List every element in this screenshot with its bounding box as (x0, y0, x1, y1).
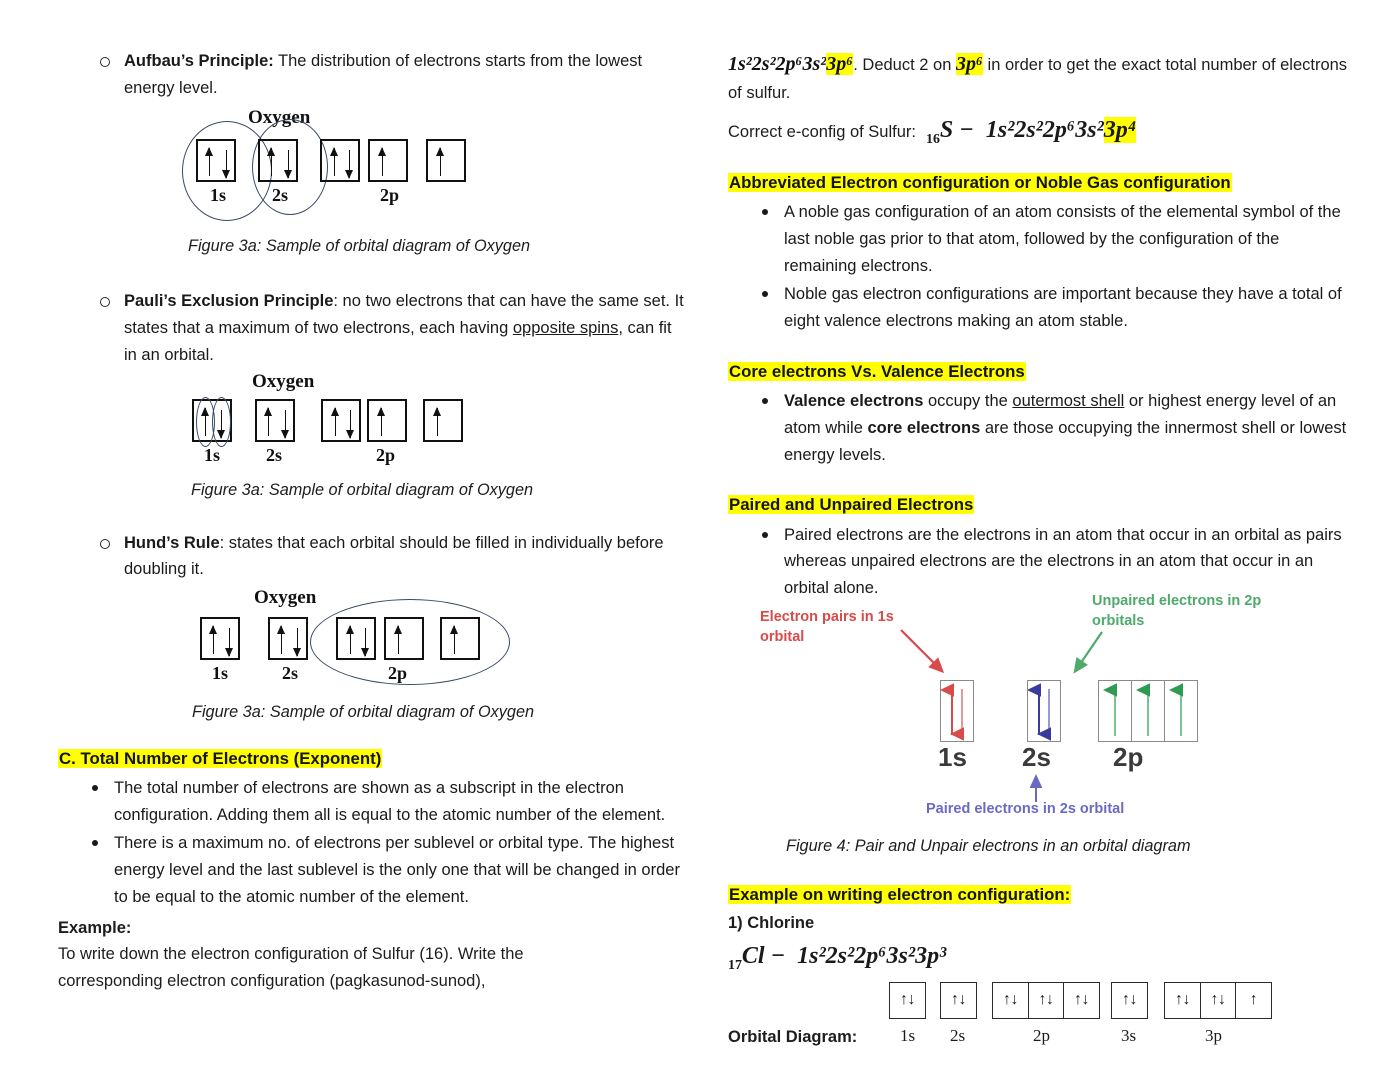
figure-caption-aufbau: Figure 3a: Sample of orbital diagram of Oxygen (188, 237, 531, 256)
annotation-arrow-red (895, 624, 965, 682)
annotation-arrow-green (1066, 628, 1118, 684)
chlorine-label-3p: 3p (1205, 1025, 1222, 1045)
paired-unpaired-bullet: Paired electrons are the electrons in an atom that occur in an orbital as pairs whereas unpaired electrons are the electrons in an atom that occur in an orbital alone. (728, 522, 1353, 603)
chlorine-label-1s: 1s (900, 1025, 916, 1045)
core-valence-text-2: or highest energy level of an atom while (784, 391, 1337, 437)
chlorine-cell-2p-3: ↑↓ (1063, 982, 1100, 1019)
figure4-box-2p-3 (1164, 680, 1198, 742)
chlorine-group-3p (1164, 982, 1272, 1019)
principle-list-aufbau (58, 48, 688, 101)
sublevel-label-2p: 2p (380, 185, 400, 206)
figure-title-oxygen-pauli: Oxygen (252, 370, 315, 392)
figure4-arrows-2s (1028, 681, 1062, 743)
hund-term: Hund’s Rule (124, 533, 220, 552)
orbital-box-2p-3 (426, 139, 466, 182)
sulfur-correct-config-highlight: 3p⁴ (1103, 117, 1137, 144)
orbital-boxes-row (196, 139, 466, 182)
orbital-box-2p-1 (321, 399, 361, 442)
sublevel-label-2s: 2s (272, 185, 289, 206)
chlorine-orbital-diagram (728, 982, 1353, 1058)
section-c-bullet-1: The total number of electrons are shown as a subscript in the electron configuration. Adding them all is equal to the atomic number of the element. (58, 775, 688, 829)
orbital-box-2p-3 (423, 399, 463, 442)
aufbau-term: Aufbau’s Principle: (124, 52, 274, 70)
sublevel-label-2s: 2s (282, 663, 299, 684)
sulfur-sentence-highlight: 3p⁶ (955, 53, 983, 75)
figure4-arrow-2p-2 (1132, 681, 1166, 743)
example-text: To write down the electron configuration of Sulfur (16). Write the corresponding electron configuration (pagkasunod-sunod), (58, 945, 524, 991)
orbital-box-2p-2 (384, 617, 424, 660)
figure4-box-2p-2 (1131, 680, 1165, 742)
orbital-boxes-row-pauli (192, 399, 463, 442)
orbital-diagram-hund (58, 589, 688, 701)
figure4-box-2p-1 (1098, 680, 1132, 742)
sulfur-correct-line (728, 117, 1353, 148)
orbital-box-2s (268, 617, 308, 660)
section-c-heading: C. Total Number of Electrons (Exponent) (59, 749, 382, 769)
chlorine-atomic-number: 17 (728, 957, 742, 973)
orbital-diagram-label: Orbital Diagram: (728, 1027, 858, 1046)
sulfur-correct-equation (926, 117, 1136, 148)
sulfur-correct-config: 1s²2s²2p⁶3s² (985, 117, 1104, 144)
example-config-item: 1) Chlorine (728, 914, 815, 933)
orbital-box-2p-2 (367, 399, 407, 442)
chlorine-label-2p: 2p (1033, 1025, 1050, 1045)
chlorine-cell-3p-3: ↑ (1235, 982, 1272, 1019)
chlorine-group-3s (1111, 982, 1148, 1019)
sublevel-label-2p: 2p (376, 444, 396, 465)
pauli-underlined: opposite spins (512, 319, 619, 338)
annotation-unpaired-2p: Unpaired electrons in 2p orbitals (1092, 593, 1262, 629)
figure-title-oxygen: Oxygen (248, 107, 311, 129)
orbital-box-2p-3 (440, 617, 480, 660)
sulfur-config-highlight: 3p⁶ (826, 53, 854, 75)
orbital-box-2p-1 (336, 617, 376, 660)
pauli-text-a: : no two electrons that can have the same set. It states that a maximum of two electrons, each having (124, 292, 684, 338)
sulfur-config-prefix: 1s²2s²2p⁶3s² (728, 53, 827, 75)
paired-unpaired-heading-wrap (728, 492, 1353, 517)
orbital-box-2s (255, 399, 295, 442)
core-electrons-bold: core electrons (867, 418, 981, 437)
figure-caption-hund: Figure 3a: Sample of orbital diagram of Oxygen (192, 703, 535, 722)
core-valence-heading: Core electrons Vs. Valence Electrons (729, 361, 1025, 381)
orbital-box-1s (196, 139, 236, 182)
figure4-box-2s (1027, 680, 1061, 742)
chlorine-symbol: Cl − (741, 943, 786, 970)
orbital-box-2p-2 (368, 139, 408, 182)
principle-list-hund (58, 530, 688, 583)
orbital-diagram-aufbau (58, 107, 688, 233)
abbreviated-bullets (728, 199, 1353, 334)
sublevel-label-1s: 1s (204, 444, 221, 465)
sublevel-label-1s: 1s (212, 663, 229, 684)
orbital-box-1s (192, 399, 232, 442)
example-config-heading: Example on writing electron configuration: (729, 885, 1071, 905)
core-valence-text-3: are those occupying the innermost shell or lowest energy levels. (784, 418, 1347, 464)
section-c-bullet-2: There is a maximum no. of electrons per sublevel or orbital type. The highest energy level and the last sublevel is the only one that will be changed in order to be equal to the atomic number of the element. (58, 830, 688, 911)
sublevel-label-2p: 2p (388, 663, 408, 684)
chlorine-cell-3p-1: ↑↓ (1164, 982, 1201, 1019)
figure4-box-1s (940, 680, 974, 742)
pauli-term: Pauli’s Exclusion Principle (124, 292, 334, 311)
chlorine-equation (728, 943, 1353, 974)
chlorine-cell-2p-1: ↑↓ (992, 982, 1029, 1019)
example-config-heading-wrap (728, 882, 1353, 907)
abbreviated-heading-wrap (728, 170, 1353, 195)
chlorine-label-2s: 2s (950, 1025, 966, 1045)
principle-item-pauli (58, 288, 688, 368)
figure4-label-2s: 2s (1022, 742, 1051, 773)
core-valence-bullets (728, 388, 1353, 469)
abbreviated-bullet-2: Noble gas electron configurations are important because they have a total of eight valence electrons making an atom stable. (728, 281, 1353, 335)
orbital-diagram-pauli (58, 370, 688, 479)
chlorine-cell-2s-1: ↑↓ (940, 982, 977, 1019)
outermost-shell-underlined: outermost shell (1012, 391, 1125, 410)
figure4-caption: Figure 4: Pair and Unpair electrons in an orbital diagram (786, 837, 1191, 856)
annotation-electron-pairs-1s: Electron pairs in 1s orbital (760, 609, 894, 645)
figure-title-oxygen-hund: Oxygen (254, 587, 317, 609)
highlight-ellipse-spin-down (212, 397, 231, 447)
orbital-box-2p-1 (320, 139, 360, 182)
chlorine-cell-3s-1: ↑↓ (1111, 982, 1148, 1019)
figure-caption-pauli: Figure 3a: Sample of orbital diagram of Oxygen (191, 480, 534, 499)
chlorine-group-1s (889, 982, 926, 1019)
valence-electrons-bold: Valence electrons (784, 391, 924, 410)
orbital-boxes-row-hund (200, 617, 480, 660)
chlorine-label-3s: 3s (1121, 1025, 1137, 1045)
paired-unpaired-bullets (728, 522, 1353, 603)
figure4-arrow-2p-1 (1099, 681, 1133, 743)
principle-item-hund (58, 530, 688, 583)
left-column (58, 48, 688, 995)
sulfur-sentence-mid: . Deduct 2 on (853, 56, 956, 74)
figure4-orbital-diagram (750, 593, 1310, 818)
hund-text: : states that each orbital should be filled in individually before doubling it. (124, 533, 664, 579)
pauli-text-b: , can fit in an orbital. (124, 319, 672, 364)
principle-list-pauli (58, 288, 688, 368)
paired-unpaired-heading: Paired and Unpaired Electrons (729, 495, 974, 515)
sulfur-sentence-end: in order to get the exact total number of electrons of sulfur. (728, 56, 1348, 103)
orbital-box-2s (258, 139, 298, 182)
core-valence-heading-wrap (728, 359, 1353, 384)
abbreviated-heading: Abbreviated Electron configuration or Noble Gas configuration (729, 172, 1231, 192)
chlorine-group-2s (940, 982, 977, 1019)
principle-item-aufbau (58, 48, 688, 101)
chlorine-group-2p (992, 982, 1100, 1019)
sulfur-atomic-number: 16 (926, 131, 940, 147)
right-column (728, 48, 1353, 1058)
abbreviated-bullet-1: A noble gas configuration of an atom consists of the elemental symbol of the last noble gas prior to that atom, followed by the configuration of the remaining electrons. (728, 199, 1353, 280)
sublevel-label-1s: 1s (210, 185, 227, 206)
annotation-paired-2s: Paired electrons in 2s orbital (926, 801, 1125, 818)
chlorine-cell-2p-2: ↑↓ (1028, 982, 1065, 1019)
chlorine-cell-3p-2: ↑↓ (1200, 982, 1237, 1019)
chlorine-config: 1s²2s²2p⁶3s²3p³ (797, 943, 947, 970)
sublevel-label-2s: 2s (266, 444, 283, 465)
figure4-label-1s: 1s (938, 742, 967, 773)
core-valence-text-1: occupy the (923, 391, 1013, 410)
sulfur-symbol: S − (939, 117, 974, 144)
section-c-bullets (58, 775, 688, 910)
figure4-label-2p: 2p (1113, 742, 1144, 773)
sulfur-config-paragraph (728, 48, 1353, 107)
example-label: Example: (58, 918, 132, 937)
orbital-box-1s (200, 617, 240, 660)
core-valence-bullet (728, 388, 1353, 469)
figure4-arrows-1s (941, 681, 975, 743)
chlorine-cell-1s-1: ↑↓ (889, 982, 926, 1019)
aufbau-text: The distribution of electrons starts from the lowest energy level. (124, 52, 643, 97)
sulfur-correct-label: Correct e-config of Sulfur: (728, 123, 916, 142)
section-c-heading-wrap (58, 746, 688, 771)
figure4-arrow-2p-3 (1165, 681, 1199, 743)
